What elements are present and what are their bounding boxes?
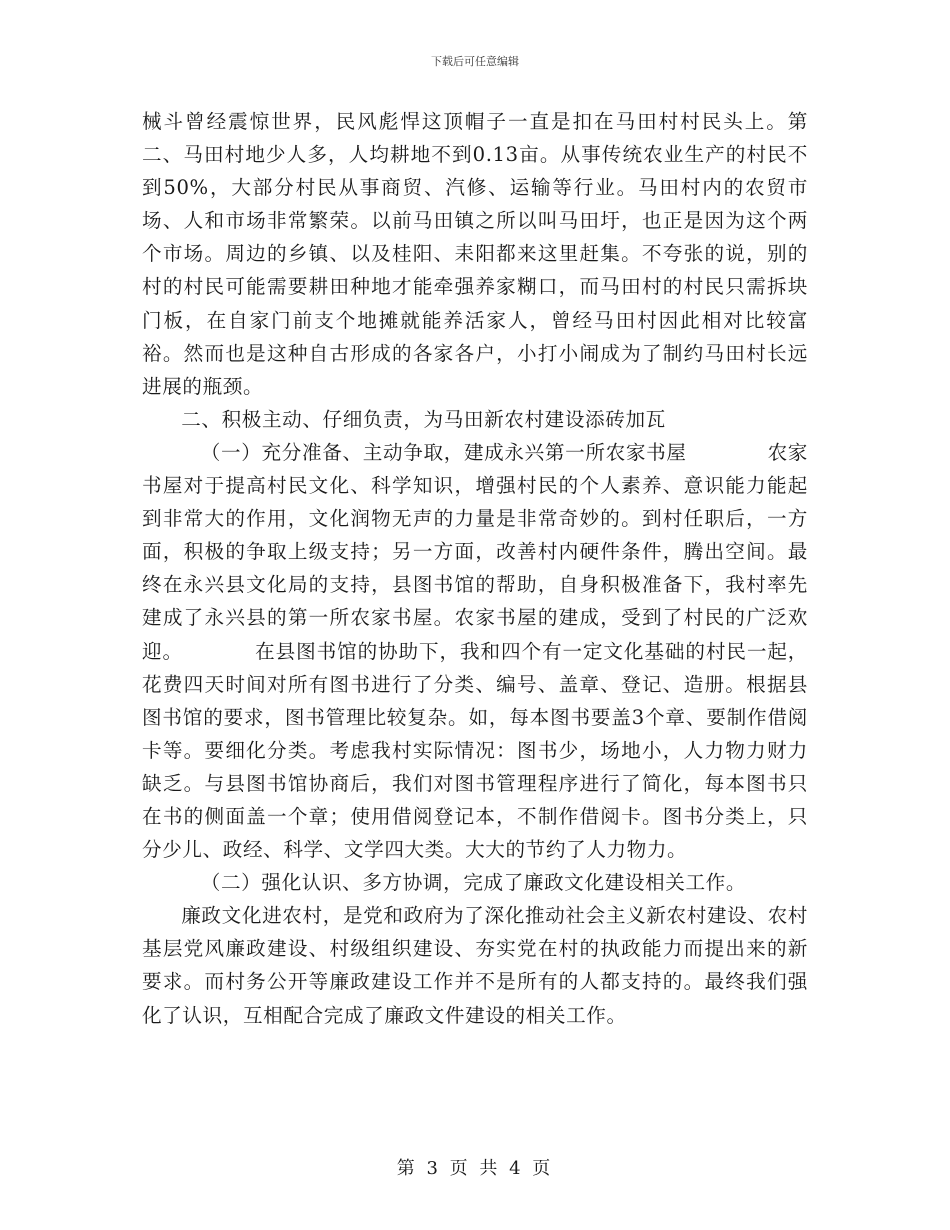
page-number: 第 3 页 共 4 页: [396, 1158, 554, 1179]
document-body: [142, 105, 808, 1032]
subsection-2-heading: （二）强化认识、多方协调，完成了廉政文化建设相关工作。: [200, 871, 747, 895]
subsection-2-paragraph: 廉政文化进农村，是党和政府为了深化推动社会主义新农村建设、农村基层党风廉政建设、村级组织建设、夯实党在村的执政能力而提出来的新要求。而村务公开等廉政建设工作并不是所有的人都支持的。最终我们强化了认识，互相配合完成了廉政文件建设的相关工作。: [142, 904, 808, 1027]
paragraph-continued: 械斗曾经震惊世界，民风彪悍这顶帽子一直是扣在马田村村民头上。第二、马田村地少人多，人均耕地不到0.13亩。从事传统农业生产的村民不到50%，大部分村民从事商贸、汽修、运输等行业。马田村内的农贸市场、人和市场非常繁荣。以前马田镇之所以叫马田圩，也正是因为这个两个市场。周边的乡镇、以及桂阳、耒阳都来这里赶集。不夸张的说，别的村的村民可能需要耕田种地才能牵强养家糊口，而马田村的村民只需拆块门板，在自家门前支个地摊就能养活家人，曾经马田村因此相对比较富裕。然而也是这种自古形成的各家各户，小打小闹成为了制约马田村长远进展的瓶颈。: [142, 110, 808, 398]
page-header-note: 下载后可任意编辑: [431, 55, 519, 68]
section-heading-2: 二、积极主动、仔细负责，为马田新农村建设添砖加瓦: [181, 407, 666, 431]
subsection-1-paragraph: （一）充分准备、主动争取，建成永兴第一所农家书屋 农家书屋对于提高村民文化、科学知识，增强村民的个人素养、意识能力能起到非常大的作用，文化润物无声的力量是非常奇妙的。到村任职后，一方面，积极的争取上级支持；另一方面，改善村内硬件条件，腾出空间。最终在永兴县文化局的支持，县图书馆的帮助，自身积极准备下，我村率先建成了永兴县的第一所农家书屋。农家书屋的建成，受到了村民的广泛欢迎。 在县图书馆的协助下，我和四个有一定文化基础的村民一起，花费四天时间对所有图书进行了分类、编号、盖章、登记、造册。根据县图书馆的要求，图书管理比较复杂。如，每本图书要盖3个章、要制作借阅卡等。要细化分类。考虑我村实际情况：图书少，场地小，人力物力财力缺乏。与县图书馆协商后，我们对图书管理程序进行了简化，每本图书只在书的侧面盖一个章；使用借阅登记本，不制作借阅卡。图书分类上，只分少儿、政经、科学、文学四大类。大大的节约了人力物力。: [142, 440, 808, 862]
